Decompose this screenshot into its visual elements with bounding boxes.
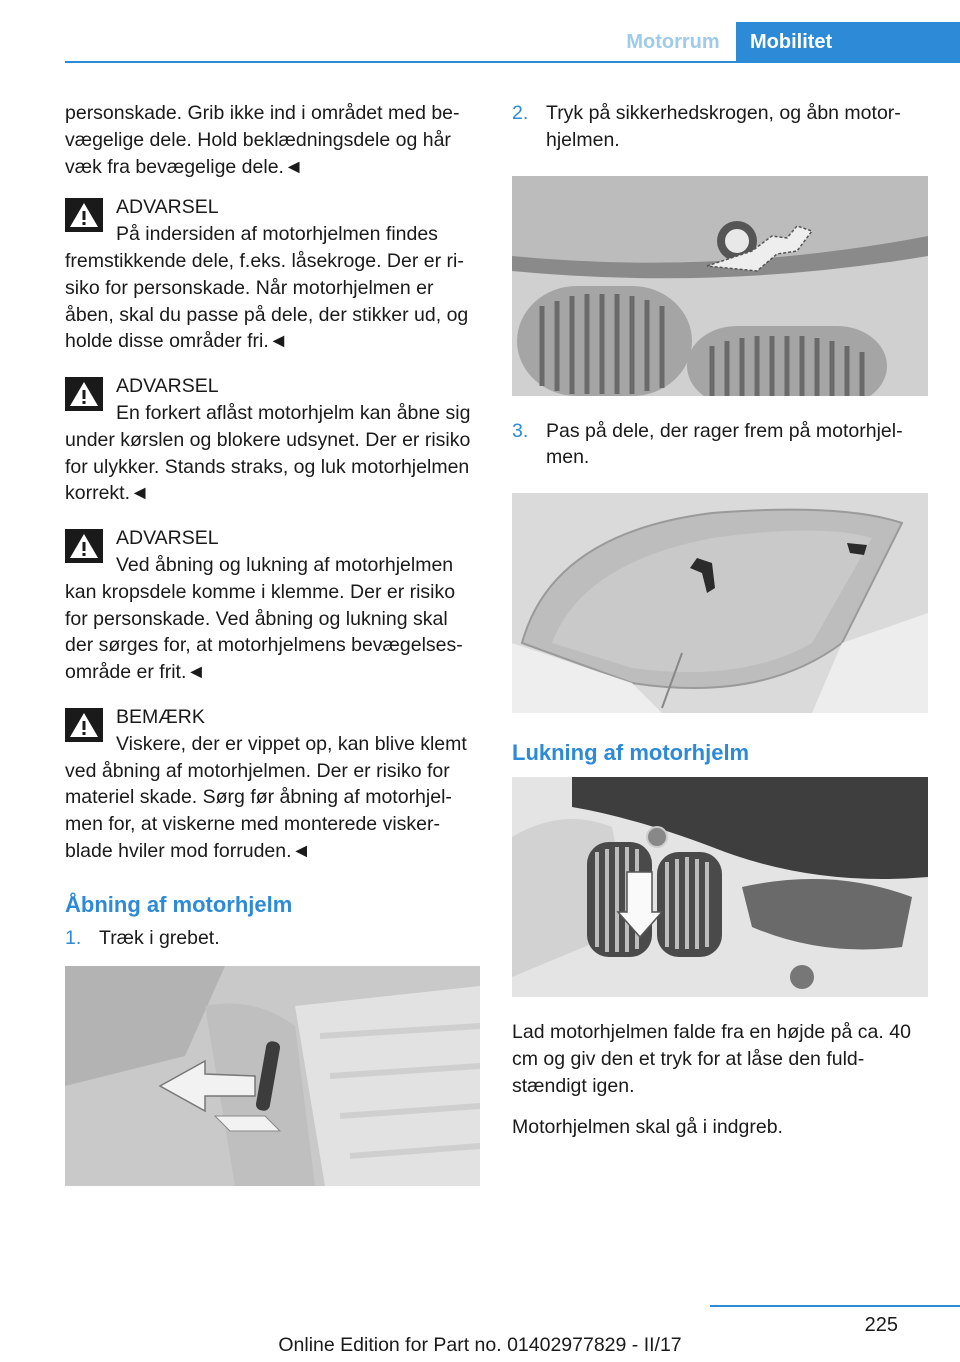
step-number: 1. [65, 926, 82, 949]
notice-first-line: Viskere, der er vippet op, kan blive klemt [116, 732, 467, 755]
warning-first-line: En forkert aflåst motorhjelm kan åbne sig [116, 401, 471, 424]
warning-triangle-icon [65, 198, 103, 232]
step-number: 2. [512, 102, 529, 124]
notice-block [65, 704, 480, 865]
step-number: 3. [512, 419, 529, 442]
closing-hood-illustration [512, 777, 928, 997]
warning-text [65, 552, 480, 686]
step-3 [512, 418, 928, 472]
section-heading-open-hood: Åbning af motorhjelm [65, 891, 293, 917]
closing-instructions: Lad motorhjelmen falde fra en højde på ca. 40 cm og giv den et tryk for at låse den fuldstændigt igen. [512, 1021, 911, 1097]
step-2 [512, 100, 928, 154]
warning-triangle-icon [65, 708, 103, 742]
right-column [512, 100, 928, 1154]
warning-first-line: På indersiden af motorhjelmen findes [116, 223, 438, 246]
warning-first-line: Ved åbning og lukning af motorhjelmen [116, 553, 454, 576]
step-text: Pas på dele, der rager frem på motorhjelmen. [546, 419, 903, 469]
intro-paragraph: personskade. Grib ikke ind i området med bevægelige dele. Hold beklædningsdele og hår væk fra bevægelige dele.◄ [65, 102, 460, 178]
warning-triangle-icon [65, 377, 103, 411]
warning-rest: kan kropsdele komme i klemme. Der er risiko for personskade. Ved åbning og lukning skal der sørges for, at motorhjelmens bevægelsesområde er frit.◄ [65, 580, 463, 684]
notice-rest: ved åbning af motorhjelmen. Der er risiko for materiel skade. Sørg før åbning af motorhjelmen for, at viskerne med monterede viskerblade hviler mod forruden.◄ [65, 759, 452, 862]
section-heading-close-hood: Lukning af motorhjelm [512, 740, 750, 766]
warning-title: ADVARSEL [116, 196, 219, 219]
page-number: 225 [864, 1314, 898, 1336]
page-number-rule [710, 1305, 960, 1307]
warning-block [65, 525, 480, 686]
warning-block [65, 373, 480, 507]
warning-text [65, 221, 480, 355]
closing-note: Motorhjelmen skal gå i indgreb. [512, 1115, 783, 1138]
safety-catch-illustration [512, 176, 928, 396]
hood-underside-illustration [512, 493, 928, 713]
step-1 [65, 925, 480, 952]
warning-rest: fremstikkende dele, f.eks. låsekroge. Der er risiko for personskade. Når motorhjelmen er åben, skal du passe på dele, der stikker ud, og holde disse områder fri.◄ [65, 249, 469, 353]
hood-release-lever-illustration [65, 966, 480, 1186]
step-text: Tryk på sikkerhedskrogen, og åbn motorhjelmen. [546, 102, 901, 151]
warning-rest: under kørslen og blokere udsynet. Der er risiko for ulykker. Stands straks, og luk motorhjelmen korrekt.◄ [65, 428, 471, 505]
header-rule [65, 61, 960, 63]
footer-edition: Online Edition for Part no. 01402977829 - II/17 [278, 1334, 682, 1356]
warning-triangle-icon [65, 529, 103, 563]
left-column [65, 100, 480, 1186]
warning-title: ADVARSEL [116, 527, 219, 550]
warning-text [65, 400, 480, 507]
notice-text [65, 731, 480, 865]
header-tab-chapter: Mobilitet [736, 22, 960, 61]
warning-block [65, 194, 480, 355]
notice-title: BEMÆRK [116, 705, 205, 728]
warning-title: ADVARSEL [116, 375, 219, 398]
header-tab-section: Motorrum [626, 31, 720, 53]
step-text: Træk i grebet. [99, 926, 220, 949]
